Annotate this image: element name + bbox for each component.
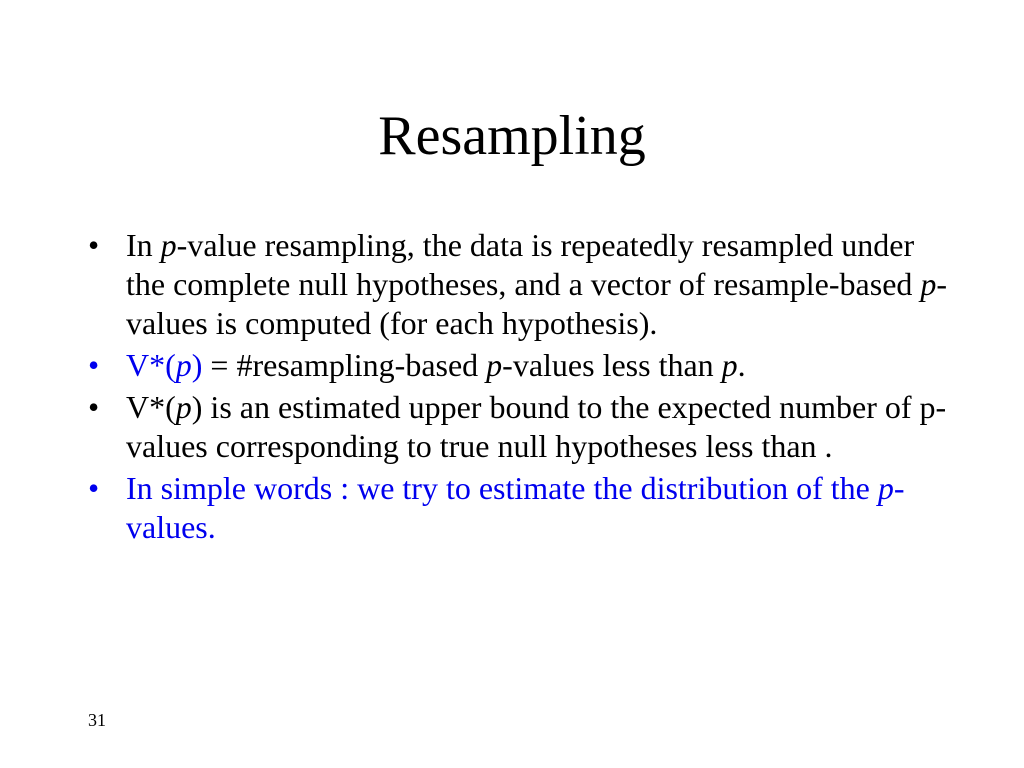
bullet-text [126,227,947,341]
text-run: In [126,227,161,263]
bullet-item-2 [88,346,948,385]
text-run: ) is an estimated upper bound to the expected number of p-values corresponding to true null hypotheses less than . [126,389,947,464]
text-run: In simple words : we try to estimate the distribution of the [126,470,878,506]
bullet-item-1 [88,226,948,343]
bullet-icon: • [88,347,100,383]
text-run: V*( [126,389,176,425]
text-run: -values is computed (for each hypothesis). [126,266,948,341]
italic-p: p [175,347,192,383]
text-run: -value resampling, the data is repeatedly resampled under the complete null hypotheses, and a vector of resample-based [126,227,921,302]
bullet-icon: • [88,227,100,263]
text-run: = #resampling-based [202,347,487,383]
bullet-text [126,389,946,464]
bullet-text [126,347,746,383]
text-run: -values less than [502,347,722,383]
italic-p: p [160,227,177,263]
italic-p: p [920,266,937,302]
italic-p: p [877,470,894,506]
text-run: . [737,347,746,383]
italic-p: p [486,347,503,383]
text-run: -values. [126,470,905,545]
text-run: ) [191,347,203,383]
slide-title: Resampling [378,105,646,167]
slide-number: 31 [88,710,106,730]
bullet-text [126,470,905,545]
bullet-icon: • [88,470,100,506]
bullet-list [88,226,948,550]
bullet-item-4 [88,469,948,547]
italic-p: p [721,347,738,383]
bullet-icon: • [88,389,100,425]
italic-p: p [175,389,192,425]
text-run: V*( [126,347,176,383]
bullet-item-3 [88,388,948,466]
